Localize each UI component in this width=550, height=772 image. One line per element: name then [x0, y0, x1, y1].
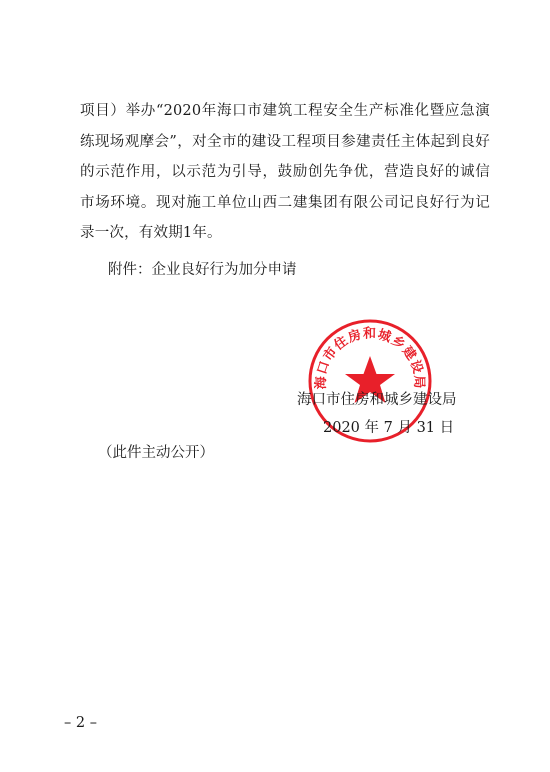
signing-organization: 海口市住房和城乡建设局: [297, 392, 457, 408]
page-number: – 2 –: [64, 715, 97, 731]
signing-date: 2020 年 7 月 31 日: [323, 420, 455, 436]
public-disclosure-note: （此件主动公开）: [98, 445, 214, 461]
seal-text: 海口市住房和城乡建设局: [313, 326, 427, 390]
body-paragraph: 项目）举办“2020年海口市建筑工程安全生产标准化暨应急演练现场观摩会”，对全市的建设工程项目参建责任主体起到良好的示范作用，以示范为引导，鼓励创先争优，营造良好的诚信市场环境。现对施工单位山西二建集团有限公司记良好行为记录一次，有效期1年。: [80, 103, 490, 241]
attachment-line: 附件：企业良好行为加分申请: [108, 262, 297, 278]
